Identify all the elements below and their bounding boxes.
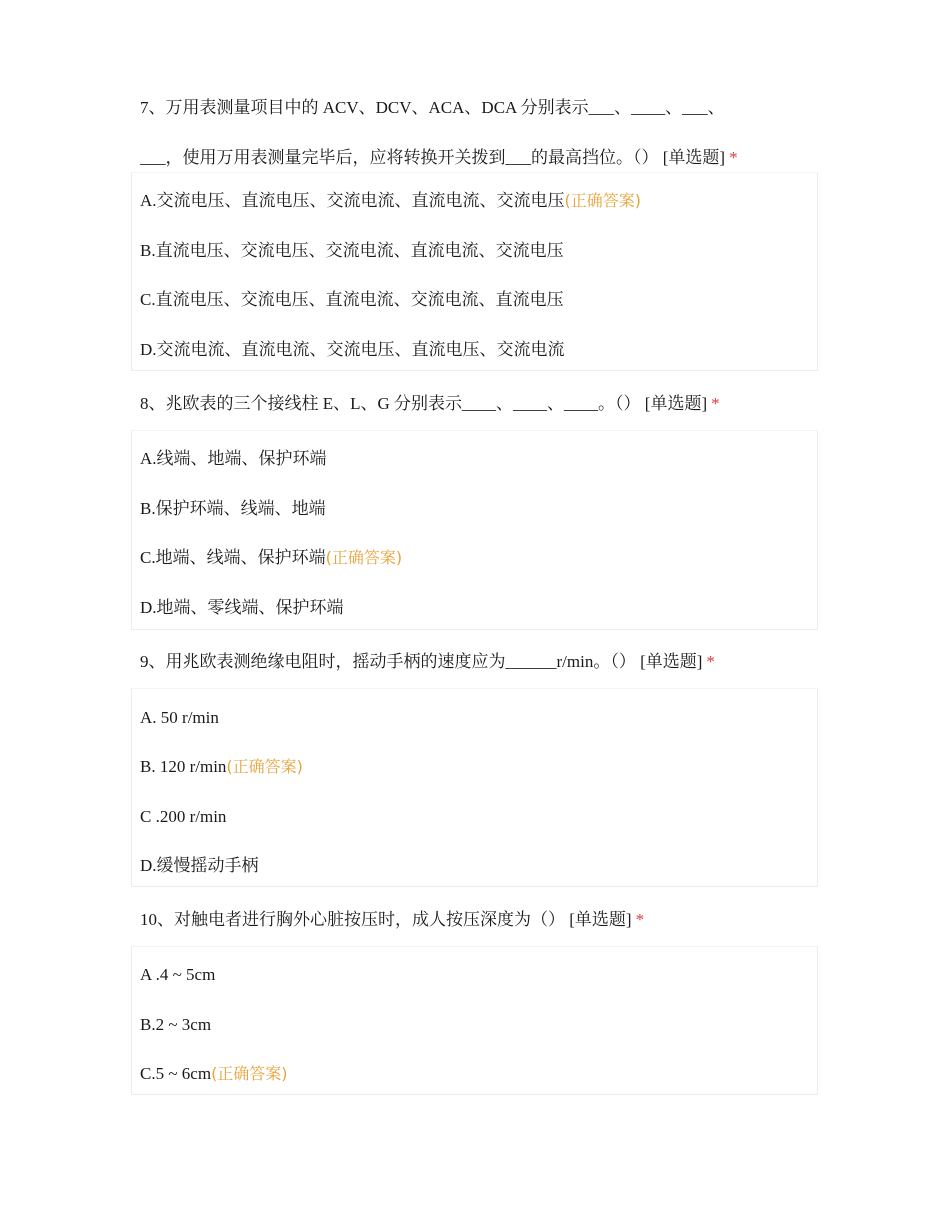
option-a[interactable]: A .4 ~ 5cm [140,965,216,984]
option-a[interactable]: A.线端、地端、保护环端 [140,449,327,468]
question-title [140,650,820,674]
question-title [140,908,820,932]
question-title-line: 10、对触电者进行胸外心脏按压时，成人按压深度为（） [单选题] * [140,910,645,929]
option-b[interactable]: B.直流电压、交流电压、交流电流、直流电流、交流电压 [140,241,564,260]
option-d[interactable]: D.交流电流、直流电流、交流电压、直流电压、交流电流 [140,340,565,359]
option-c[interactable]: C.直流电压、交流电压、直流电流、交流电流、直流电压 [140,290,564,309]
question-title [140,392,820,416]
required-asterisk: * [635,910,645,929]
correct-answer-tag: (正确答案) [564,191,642,210]
required-asterisk: * [729,148,738,167]
option-b[interactable]: B.2 ~ 3cm [140,1015,212,1034]
option-d[interactable]: D.缓慢摇动手柄 [140,856,259,875]
correct-answer-tag: (正确答案) [325,548,403,567]
option-b[interactable]: B. 120 r/min(正确答案) [140,757,303,776]
question-title-line: 9、用兆欧表测绝缘电阻时，摇动手柄的速度应为______r/min。（） [单选题] * [140,652,715,671]
option-c[interactable]: C.地端、线端、保护环端(正确答案) [140,548,403,567]
question-title-line: 7、万用表测量项目中的 ACV、DCV、ACA、DCA 分别表示___、____、___、 [140,98,725,117]
question-title-line: ___，使用万用表测量完毕后，应将转换开关拨到___的最高挡位。（） [单选题] * [140,148,738,167]
option-d[interactable]: D.地端、零线端、保护环端 [140,598,344,617]
option-a[interactable]: A.交流电压、直流电压、交流电流、直流电流、交流电压(正确答案) [140,191,642,210]
required-asterisk: * [711,394,720,413]
option-c[interactable]: C .200 r/min [140,807,227,826]
question-title-line: 8、兆欧表的三个接线柱 E、L、G 分别表示____、____、____。（） [单选题] * [140,394,720,413]
option-b[interactable]: B.保护环端、线端、地端 [140,499,326,518]
required-asterisk: * [706,652,715,671]
option-c[interactable]: C.5 ~ 6cm(正确答案) [140,1064,288,1083]
correct-answer-tag: (正确答案) [211,1064,288,1083]
correct-answer-tag: (正确答案) [226,757,303,776]
question-title [140,96,820,170]
option-a[interactable]: A. 50 r/min [140,708,219,727]
